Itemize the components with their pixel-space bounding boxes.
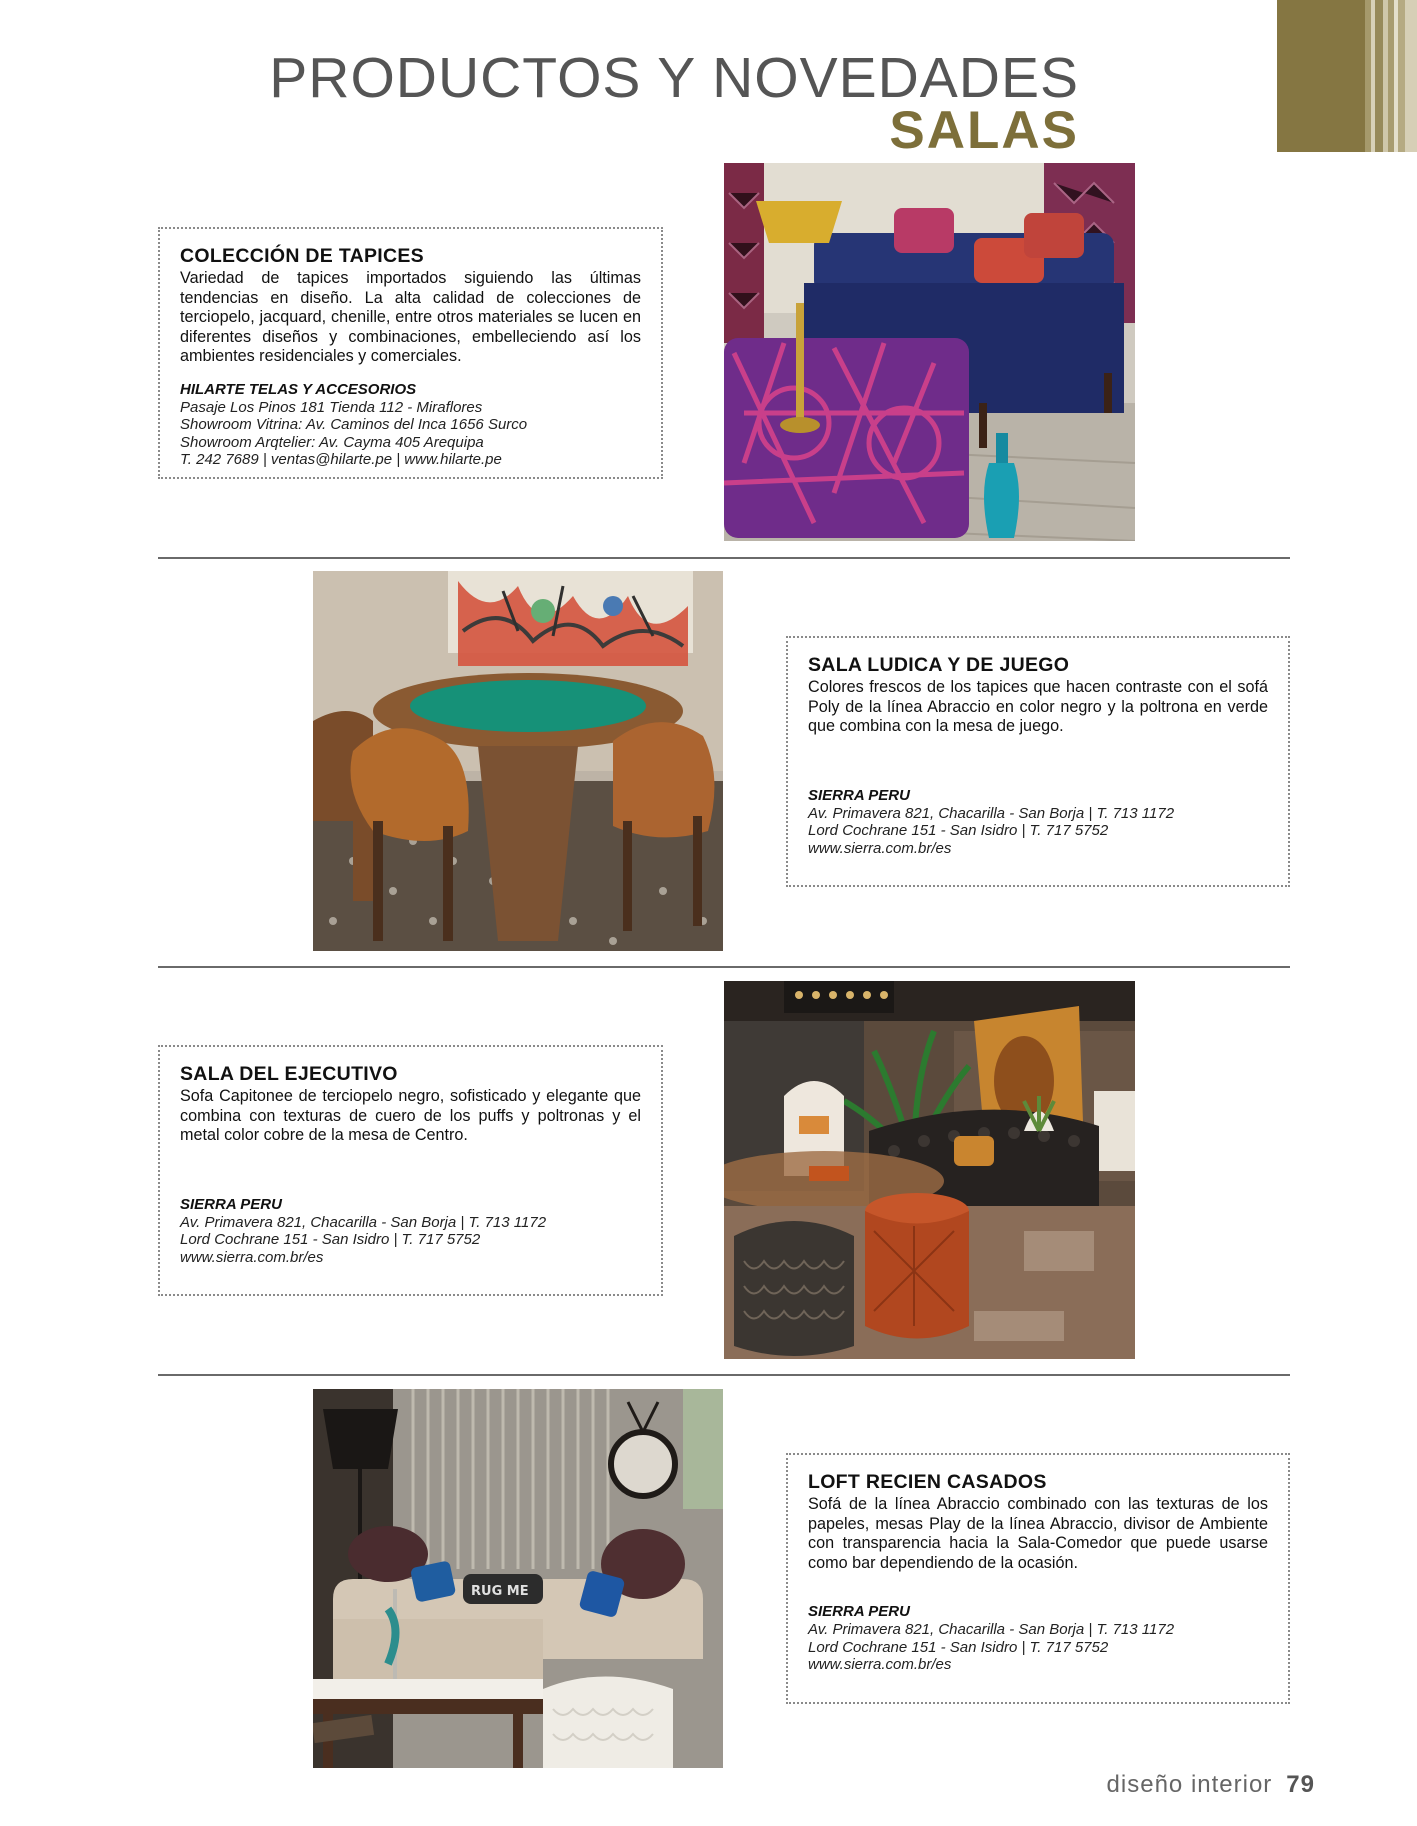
item-company: SIERRA PERU [808,1603,910,1621]
item-address: Lord Cochrane 151 - San Isidro | T. 717 5752 [808,1638,1109,1656]
separator [158,1374,1290,1376]
item-description: Colores frescos de los tapices que hacen contraste con el sofá Poly de la línea Abraccio en color negro y la poltrona en verde que combina con la mesa de juego. [808,678,1268,736]
item-card-loft [786,1453,1290,1704]
item-address: Av. Primavera 821, Chacarilla - San Borja | T. 713 1172 [808,1621,1175,1639]
item-card-ejecutivo [158,1045,663,1296]
separator [158,557,1290,559]
item-title: SALA DEL EJECUTIVO [180,1063,398,1085]
page-footer [1107,1771,1315,1799]
item-website: www.sierra.com.br/es [180,1248,324,1266]
item-address: Showroom Arqtelier: Av. Cayma 405 Arequipa [180,433,484,451]
item-title: LOFT RECIEN CASADOS [808,1471,1047,1493]
page-number: 79 [1286,1771,1315,1798]
item-address: Av. Primavera 821, Chacarilla - San Borja | T. 713 1172 [808,804,1175,822]
photo-sala-ejecutivo [724,981,1135,1359]
item-title: COLECCIÓN DE TAPICES [180,245,424,267]
item-contact: T. 242 7689 | ventas@hilarte.pe | www.hilarte.pe [180,451,502,469]
item-company: SIERRA PERU [180,1195,282,1213]
item-title: SALA LUDICA Y DE JUEGO [808,654,1070,676]
photo-sala-ludica [313,571,723,951]
photo-loft [313,1389,723,1768]
item-address: Lord Cochrane 151 - San Isidro | T. 717 5752 [180,1231,481,1249]
item-description: Sofa Capitonee de terciopelo negro, sofisticado y elegante que combina con texturas de cuero de los puffs y poltronas y el metal color cobre de la mesa de Centro. [180,1087,641,1145]
pillow-text: RUG ME [471,1584,529,1599]
item-address: Showroom Vitrina: Av. Caminos del Inca 1656 Surco [180,416,528,434]
photo-tapices [724,163,1135,541]
magazine-name: diseño interior [1106,1771,1273,1798]
item-address: Av. Primavera 821, Chacarilla - San Borja | T. 713 1172 [180,1213,547,1231]
item-description: Sofá de la línea Abraccio combinado con las texturas de los papeles, mesas Play de la línea Abraccio, divisor de Ambiente con transparencia hacia la Sala-Comedor que puede usarse como bar dependiendo de la ocasión. [808,1495,1268,1572]
separator [158,966,1290,968]
item-company: SIERRA PERU [808,786,910,804]
item-description: Variedad de tapices importados siguiendo las últimas tendencias en diseño. La alta calidad de colecciones de terciopelo, jacquard, chenille, entre otros materiales se lucen en diferentes diseños y combinaciones, embelleciendo así los ambientes residenciales y comerciales. [180,269,641,366]
item-website: www.sierra.com.br/es [808,839,952,857]
item-card-tapices [158,227,663,479]
page-title: PRODUCTOS Y NOVEDADES [269,46,1079,110]
page-subtitle: SALAS [889,101,1079,160]
decorative-stripes [1277,0,1417,152]
item-company: HILARTE TELAS Y ACCESORIOS [180,380,417,398]
item-website: www.sierra.com.br/es [808,1656,952,1674]
item-address: Pasaje Los Pinos 181 Tienda 112 - Miraflores [180,398,483,416]
item-address: Lord Cochrane 151 - San Isidro | T. 717 5752 [808,822,1109,840]
item-card-sala-ludica [786,636,1290,887]
